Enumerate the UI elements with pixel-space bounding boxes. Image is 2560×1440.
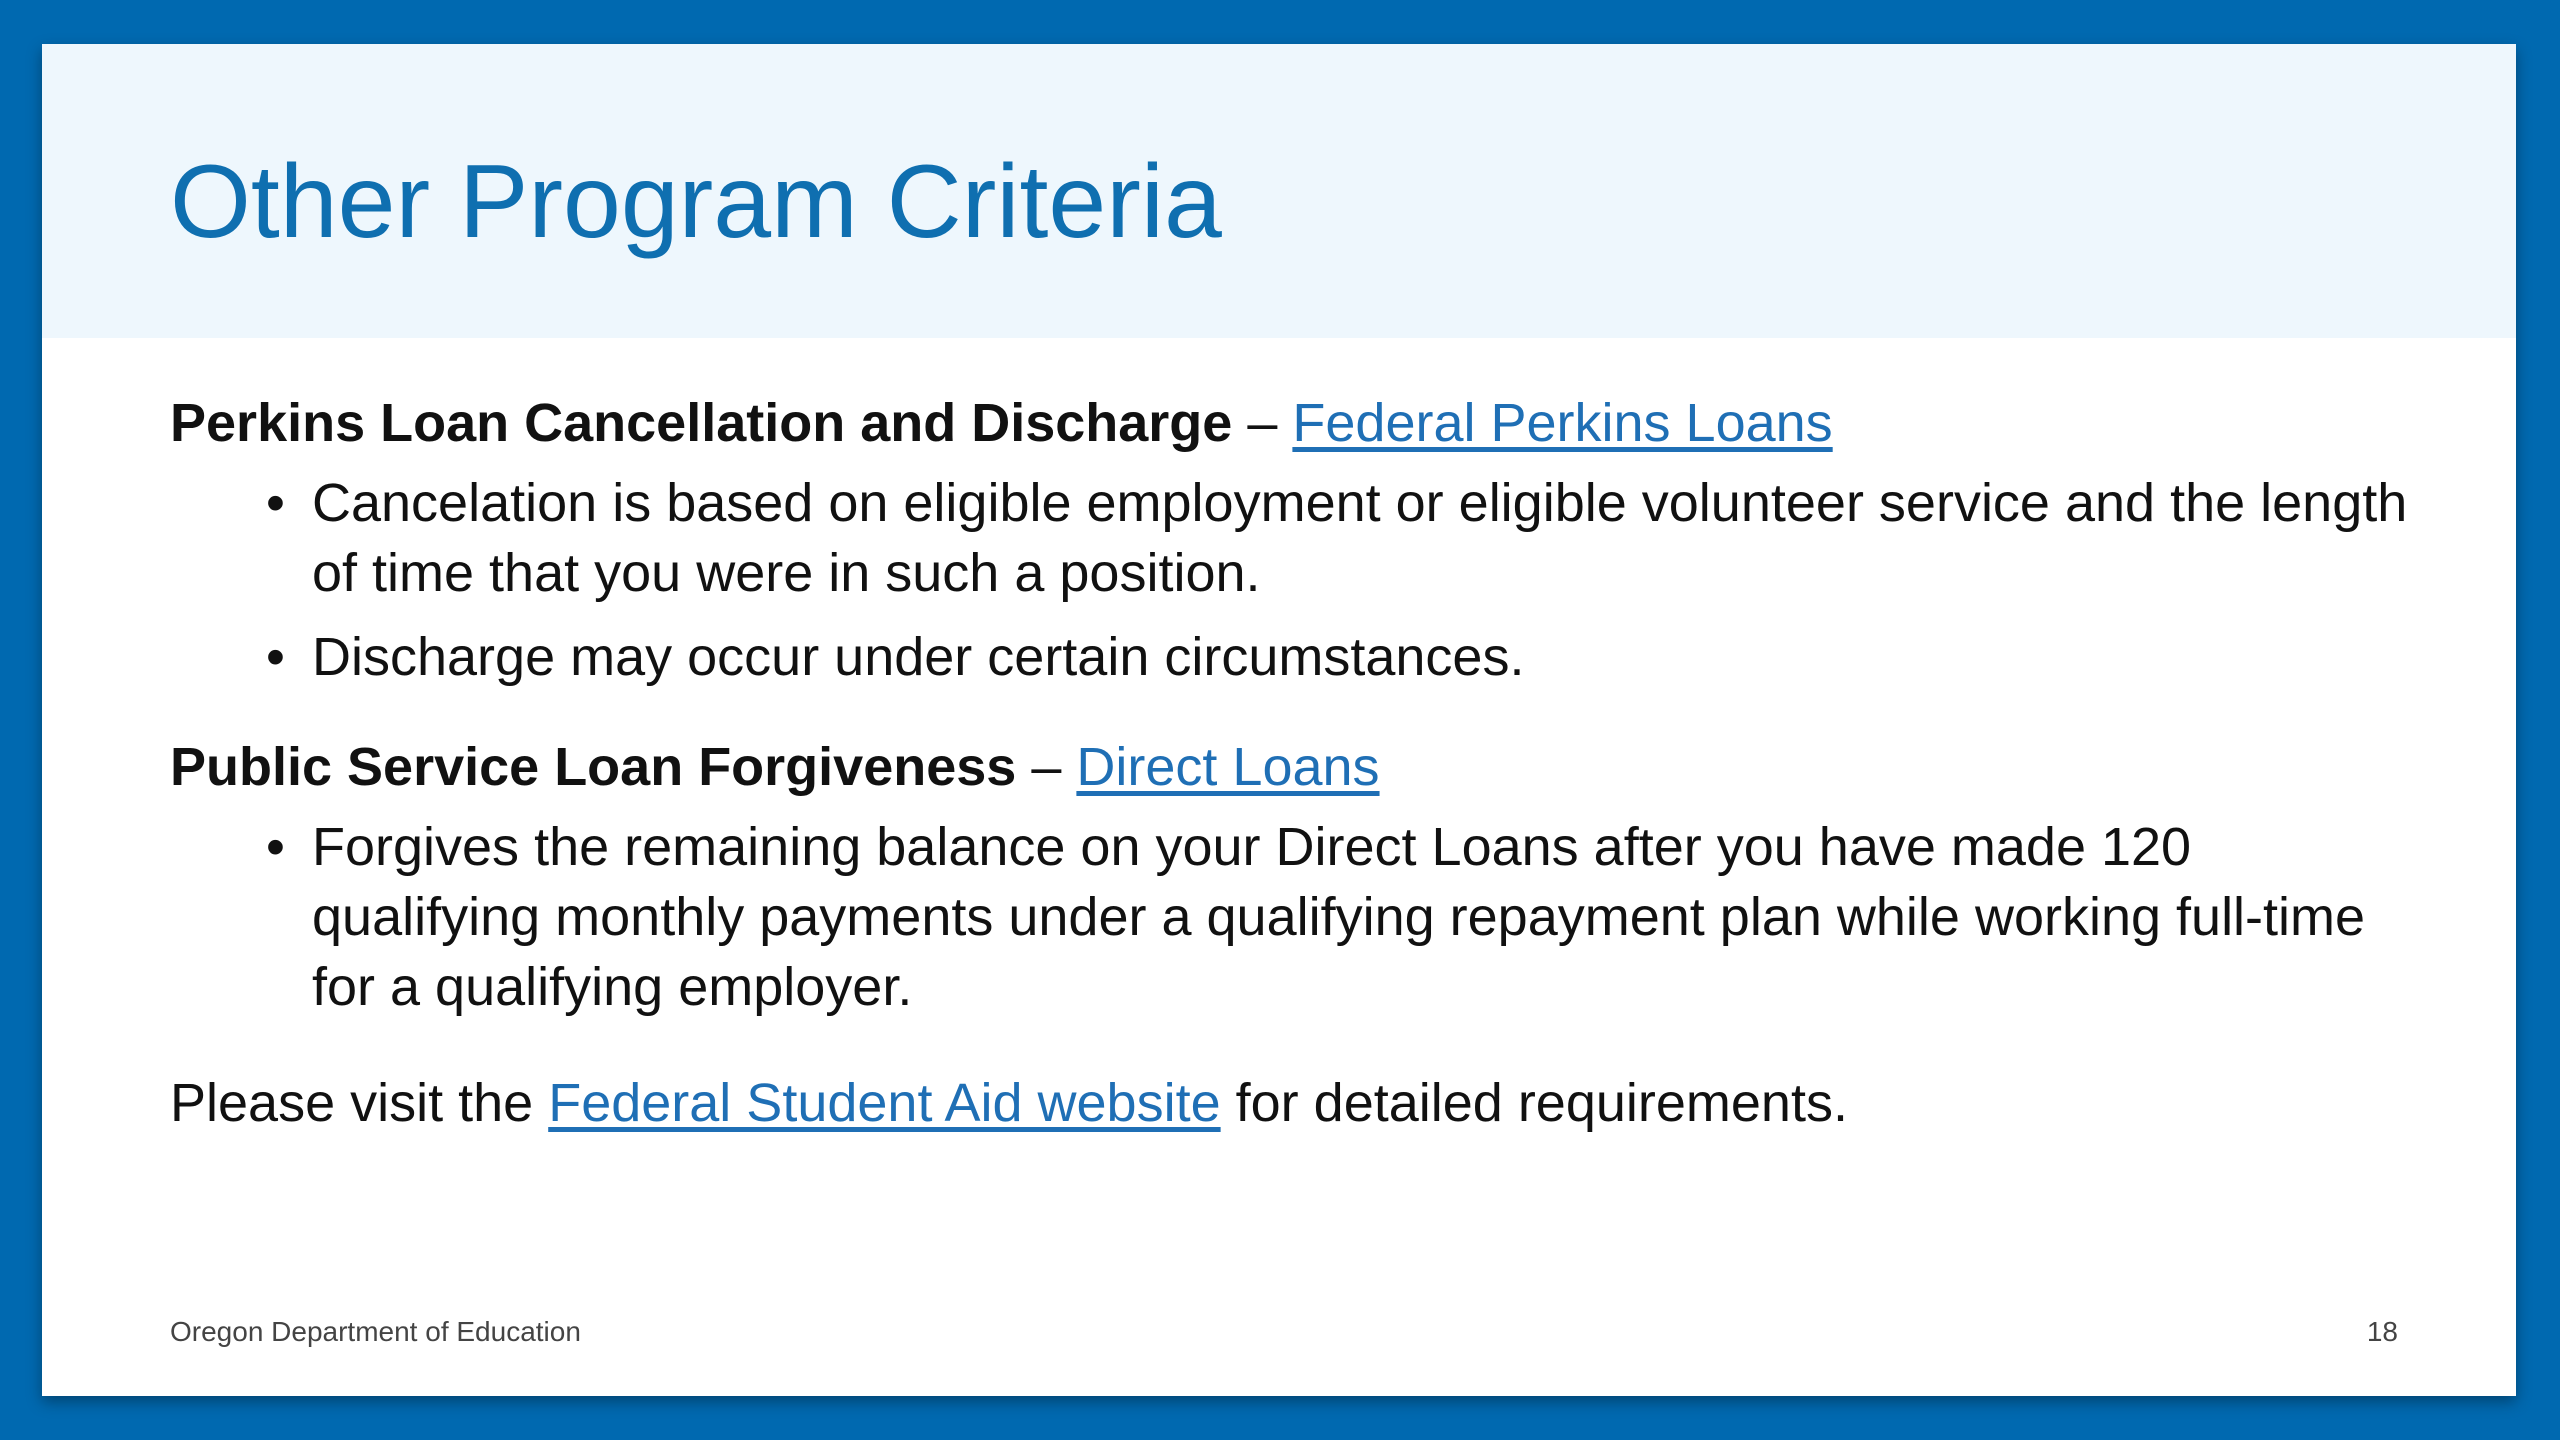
closing-paragraph	[170, 1068, 2430, 1138]
footer-page-number: 18	[2366, 1316, 2398, 1347]
bullet-icon: •	[266, 473, 285, 533]
slide-title: Other Program Criteria	[170, 144, 1222, 260]
closing-suffix: for detailed requirements.	[1235, 1073, 1848, 1133]
heading-separator: –	[1031, 737, 1062, 797]
direct-loans-link[interactable]: Direct Loans	[1076, 737, 1380, 797]
slide-content	[170, 388, 2430, 1138]
list-item	[266, 622, 2430, 692]
closing-prefix: Please visit the	[170, 1073, 534, 1133]
section-heading-text: Public Service Loan Forgiveness	[170, 737, 1017, 797]
section-heading-perkins	[170, 388, 2430, 458]
bullet-icon: •	[266, 817, 285, 877]
bullet-icon: •	[266, 627, 285, 687]
list-item	[266, 812, 2430, 1022]
bullet-text: Cancelation is based on eligible employment or eligible volunteer service and the length of time that you were in such a position.	[312, 473, 2408, 603]
perkins-bullet-list	[170, 468, 2430, 692]
federal-student-aid-website-link[interactable]: Federal Student Aid website	[548, 1073, 1221, 1133]
list-item	[266, 468, 2430, 608]
title-band	[42, 44, 2516, 338]
bullet-text: Discharge may occur under certain circumstances.	[312, 627, 1525, 687]
pslf-bullet-list	[170, 812, 2430, 1022]
section-heading-text: Perkins Loan Cancellation and Discharge	[170, 393, 1233, 453]
heading-separator: –	[1247, 393, 1278, 453]
slide	[42, 44, 2516, 1396]
federal-perkins-loans-link[interactable]: Federal Perkins Loans	[1292, 393, 1833, 453]
bullet-text: Forgives the remaining balance on your Direct Loans after you have made 120 qualifying monthly payments under a qualifying repayment plan while working full-time for a qualifying employer.	[312, 817, 2366, 1017]
section-heading-pslf	[170, 732, 2430, 802]
footer-organization: Oregon Department of Education	[170, 1316, 581, 1347]
